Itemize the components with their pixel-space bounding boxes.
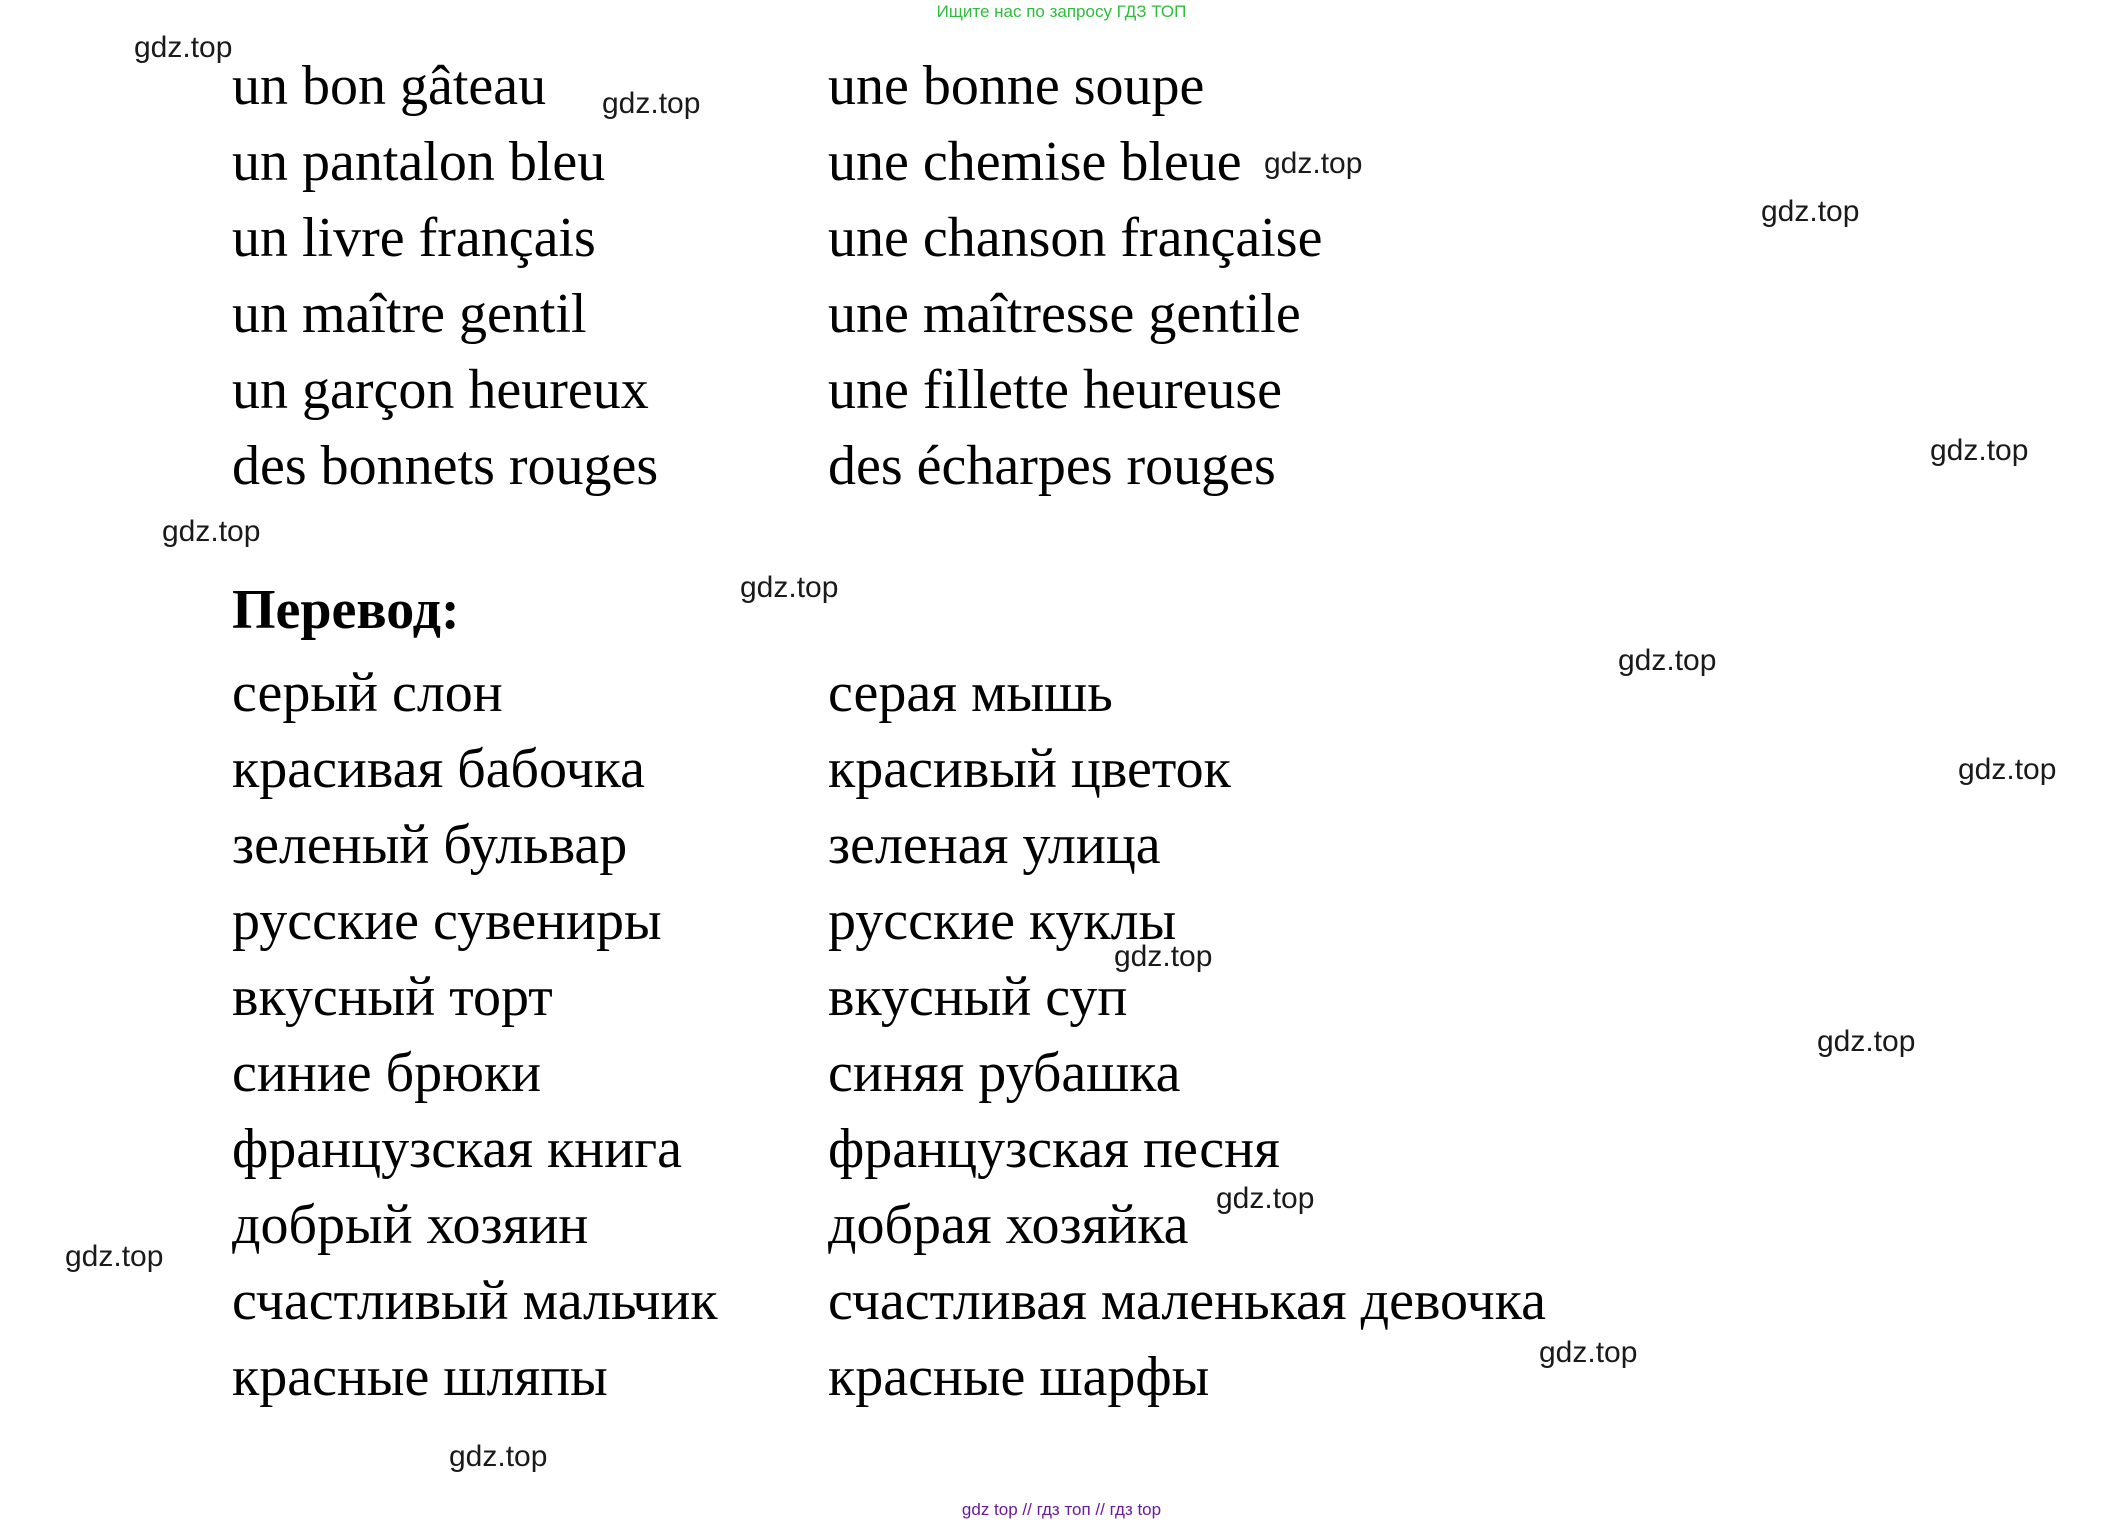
watermark: gdz.top — [449, 1440, 548, 1473]
french-masculine-5: un garçon heureux — [232, 359, 649, 421]
french-feminine-2: une chemise bleue — [828, 131, 1242, 193]
russian-left-1: серый слон — [232, 662, 503, 724]
french-feminine-4: une maîtresse gentile — [828, 283, 1301, 345]
russian-right-5: вкусный суп — [828, 966, 1128, 1028]
watermark: gdz.top — [1264, 147, 1363, 180]
watermark: gdz.top — [134, 31, 233, 64]
french-masculine-4: un maître gentil — [232, 283, 587, 345]
watermark: gdz.top — [65, 1240, 164, 1273]
watermark: gdz.top — [740, 571, 839, 604]
watermark: gdz.top — [1539, 1336, 1638, 1369]
russian-right-2: красивый цветок — [828, 738, 1231, 800]
russian-right-9: счастливая маленькая девочка — [828, 1270, 1546, 1332]
russian-right-1: серая мышь — [828, 662, 1113, 724]
watermark: gdz.top — [1216, 1182, 1315, 1215]
russian-right-4: русские куклы — [828, 890, 1177, 952]
russian-left-2: красивая бабочка — [232, 738, 645, 800]
watermark: gdz.top — [1817, 1025, 1916, 1058]
watermark: gdz.top — [1958, 753, 2057, 786]
watermark: gdz.top — [1114, 940, 1213, 973]
russian-left-10: красные шляпы — [232, 1346, 608, 1408]
french-feminine-6: des écharpes rouges — [828, 435, 1276, 497]
russian-left-7: французская книга — [232, 1118, 682, 1180]
french-masculine-3: un livre français — [232, 207, 596, 269]
russian-left-5: вкусный торт — [232, 966, 553, 1028]
russian-right-8: добрая хозяйка — [828, 1194, 1189, 1256]
french-feminine-1: une bonne soupe — [828, 55, 1205, 117]
watermark: gdz.top — [1761, 195, 1860, 228]
watermark: gdz.top — [162, 515, 261, 548]
french-masculine-2: un pantalon bleu — [232, 131, 606, 193]
russian-right-7: французская песня — [828, 1118, 1280, 1180]
russian-right-3: зеленая улица — [828, 814, 1161, 876]
russian-left-8: добрый хозяин — [232, 1194, 589, 1256]
russian-left-9: счастливый мальчик — [232, 1270, 718, 1332]
russian-left-4: русские сувениры — [232, 890, 662, 952]
russian-left-6: синие брюки — [232, 1042, 542, 1104]
french-feminine-5: une fillette heureuse — [828, 359, 1283, 421]
french-masculine-6: des bonnets rouges — [232, 435, 659, 497]
top-banner: Ищите нас по запросу ГДЗ ТОП — [936, 2, 1187, 21]
russian-right-6: синяя рубашка — [828, 1042, 1181, 1104]
french-masculine-1: un bon gâteau — [232, 55, 547, 117]
watermark: gdz.top — [1930, 434, 2029, 467]
russian-left-3: зеленый бульвар — [232, 814, 628, 876]
watermark: gdz.top — [1618, 644, 1717, 677]
translation-heading: Перевод: — [232, 579, 460, 641]
footer: gdz top // гдз топ // гдз top — [961, 1500, 1162, 1519]
french-feminine-3: une chanson française — [828, 207, 1323, 269]
russian-right-10: красные шарфы — [828, 1346, 1210, 1408]
watermark: gdz.top — [602, 87, 701, 120]
